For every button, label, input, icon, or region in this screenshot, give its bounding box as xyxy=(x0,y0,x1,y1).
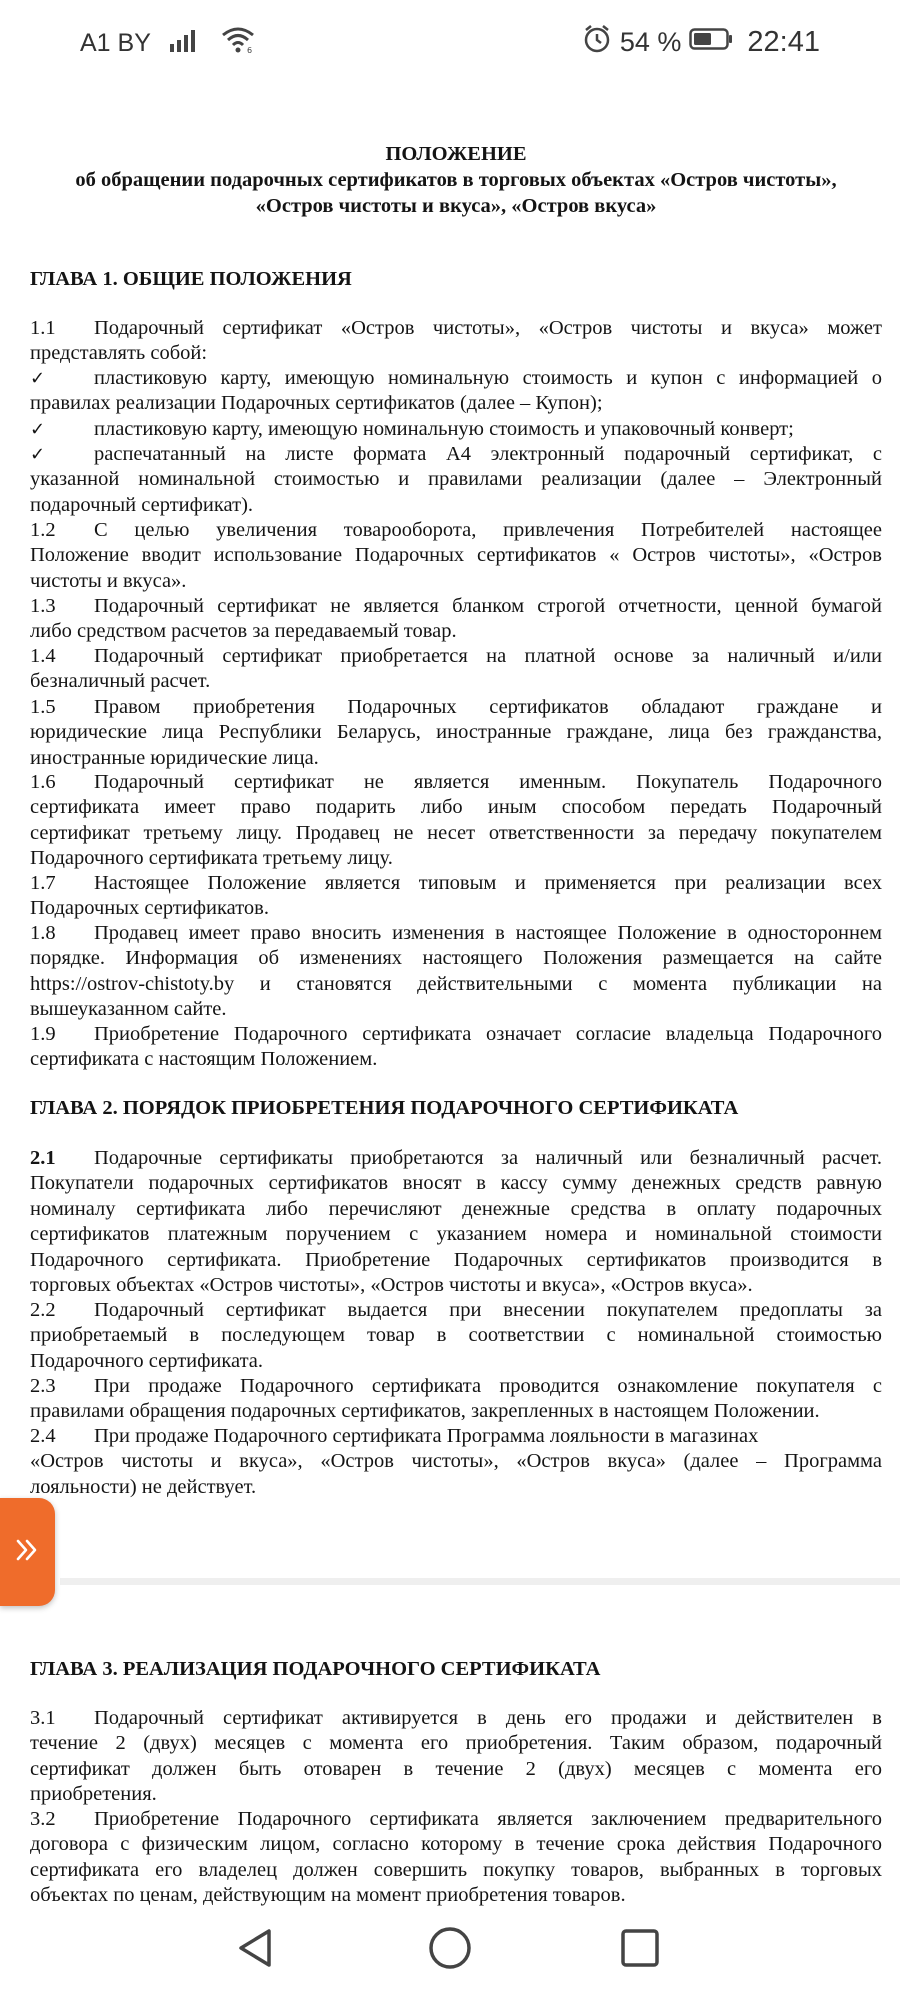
list-item-envelope xyxy=(30,417,882,442)
svg-text:6: 6 xyxy=(246,46,252,54)
navigation-bar xyxy=(0,1900,900,2000)
clause-text: Подарочных сертификатов. xyxy=(30,897,269,920)
clause-1-1 xyxy=(30,316,882,367)
clause-text: Положение вводит использование Подарочных сертификатов « Остров чистоты», «Остров xyxy=(30,544,882,567)
side-panel-toggle-button[interactable] xyxy=(0,1498,55,1606)
clock-time: 22:41 xyxy=(747,26,820,58)
back-button[interactable] xyxy=(228,1922,284,1978)
clause-text: чистоты и вкуса». xyxy=(30,569,187,592)
recents-button[interactable] xyxy=(612,1922,668,1978)
clause-text: Подарочный сертификат приобретается на платной основе за наличный и/или xyxy=(94,645,882,667)
clause-text: сертификата его владелец должен совершить покупку товаров, выбранных в торговых xyxy=(30,1858,882,1881)
clause-1-7 xyxy=(30,871,882,922)
clause-text: Подарочного сертификата. Приобретение Подарочных сертификатов производится в xyxy=(30,1248,882,1271)
clause-text: юридические лица Республики Беларусь, иностранные граждане, лица без гражданства, xyxy=(30,721,882,744)
clause-text: порядке. Информация об изменениях настоящего Положения размещается на сайте xyxy=(30,947,882,970)
clause-text: лояльности) не действует. xyxy=(30,1475,257,1498)
clause-number: 1.9 xyxy=(30,1023,56,1045)
clause-1-4 xyxy=(30,644,882,695)
clause-text: Продавец имеет право вносить изменения в настоящее Положение в одностороннем xyxy=(94,922,882,944)
battery-icon xyxy=(689,27,733,58)
clause-text: вышеуказанном сайте. xyxy=(30,998,227,1021)
clause-text: Подарочный сертификат не является бланком строгой отчетности, ценной бумагой xyxy=(94,595,882,617)
list-text: правилах реализации Подарочных сертификатов (далее – Купон); xyxy=(30,392,603,415)
clause-number: 2.2 xyxy=(30,1299,56,1321)
clause-text: приобретения. xyxy=(30,1783,157,1806)
list-text: пластиковую карту, имеющую номинальную стоимость и упаковочный конверт; xyxy=(94,418,794,440)
clause-number: 1.3 xyxy=(30,595,56,617)
clause-1-5 xyxy=(30,695,882,771)
clause-text: Правом приобретения Подарочных сертификатов обладают граждане и xyxy=(94,696,882,718)
clause-text: Покупатели подарочных сертификатов вносят в кассу сумму денежных средств равную xyxy=(30,1172,882,1195)
clause-text: Подарочный сертификат «Остров чистоты», «Остров чистоты и вкуса» может xyxy=(94,317,882,339)
carrier-label: A1 BY xyxy=(80,29,151,57)
home-button[interactable] xyxy=(422,1922,478,1978)
title-line: «Остров чистоты и вкуса», «Остров вкуса» xyxy=(255,195,657,217)
page-separator xyxy=(60,1578,900,1585)
clause-2-2 xyxy=(30,1298,882,1374)
battery-percent: 54 % xyxy=(619,27,682,57)
clause-1-9 xyxy=(30,1022,882,1073)
chapter-1-heading: ГЛАВА 1. ОБЩИЕ ПОЛОЖЕНИЯ xyxy=(30,268,352,290)
clause-1-8 xyxy=(30,921,882,1023)
clause-text: правилами обращения подарочных сертификатов, закрепленных в настоящем Положении. xyxy=(30,1400,820,1423)
clause-number: 1.2 xyxy=(30,519,56,541)
list-text: подарочный сертификат). xyxy=(30,493,254,516)
checkmark-icon: ✓ xyxy=(30,444,46,465)
clause-number: 2.4 xyxy=(30,1425,56,1447)
clause-text: При продаже Подарочного сертификата Программа лояльности в магазинах xyxy=(94,1425,759,1447)
clause-text: номиналу сертификата либо перечисляют денежные средства в оплату подарочных xyxy=(30,1197,882,1220)
clause-number: 1.4 xyxy=(30,645,56,667)
chapter-2-heading: ГЛАВА 2. ПОРЯДОК ПРИОБРЕТЕНИЯ ПОДАРОЧНОГО СЕРТИФИКАТА xyxy=(30,1097,739,1119)
clause-1-6 xyxy=(30,770,882,872)
title-line: об обращении подарочных сертификатов в торговых объектах «Остров чистоты», xyxy=(75,169,837,191)
clause-number: 3.2 xyxy=(30,1808,56,1830)
clause-text: течение 2 (двух) месяцев с момента его приобретения. Таким образом, подарочный xyxy=(30,1732,882,1755)
clause-number: 1.5 xyxy=(30,696,56,718)
clause-text: Подарочный сертификат не является именным. Покупатель Подарочного xyxy=(94,771,882,793)
clause-3-2 xyxy=(30,1807,882,1909)
clause-text: https://ostrov-chistoty.by и становятся действительными с момента публикации на xyxy=(30,972,882,995)
document-title xyxy=(30,141,882,219)
list-text: распечатанный на листе формата А4 электронный подарочный сертификат, с xyxy=(94,443,882,465)
clause-number: 1.7 xyxy=(30,872,56,894)
clause-text: При продаже Подарочного сертификата проводится ознакомление покупателя с xyxy=(94,1375,882,1397)
list-text: указанной номинальной стоимостью и правилами реализации (далее – Электронный xyxy=(30,468,882,491)
clause-text: Подарочный сертификат выдается при внесении покупателем предоплаты за xyxy=(94,1299,882,1321)
alarm-icon xyxy=(582,24,612,61)
clause-number: 2.3 xyxy=(30,1375,56,1397)
signal-icon xyxy=(169,27,203,60)
clause-text: «Остров чистоты и вкуса», «Остров чистоты», «Остров вкуса» (далее – Программа xyxy=(30,1450,882,1473)
clause-2-4 xyxy=(30,1424,882,1500)
clause-text: Подарочный сертификат активируется в день его продажи и действителен в xyxy=(94,1707,882,1729)
clause-text: либо средством расчетов за передаваемый товар. xyxy=(30,620,457,643)
list-item-electronic xyxy=(30,442,882,518)
list-text: пластиковую карту, имеющую номинальную стоимость и купон с информацией о xyxy=(94,367,882,389)
clause-number: 1.6 xyxy=(30,771,56,793)
clause-text: Приобретение Подарочного сертификата является заключением предварительного xyxy=(94,1808,882,1830)
clause-number: 3.1 xyxy=(30,1707,56,1729)
clause-2-3 xyxy=(30,1374,882,1425)
clause-text: объектах по ценам, действующим на момент приобретения товаров. xyxy=(30,1884,626,1907)
clause-text: договора с физическим лицом, согласно которому в течение срока действия Подарочного xyxy=(30,1833,882,1856)
clause-number: 1.1 xyxy=(30,317,56,339)
chapter-3-heading: ГЛАВА 3. РЕАЛИЗАЦИЯ ПОДАРОЧНОГО СЕРТИФИКАТА xyxy=(30,1658,601,1680)
title-line: ПОЛОЖЕНИЕ xyxy=(385,143,527,165)
clause-text: иностранные юридические лица. xyxy=(30,746,319,769)
back-triangle-icon xyxy=(233,1925,279,1976)
list-item-coupon xyxy=(30,366,882,417)
clause-text: С целью увеличения товарооборота, привлечения Потребителей настоящее xyxy=(94,519,882,541)
clause-text: Подарочного сертификата третьему лицу. xyxy=(30,847,393,870)
home-circle-icon xyxy=(426,1924,474,1977)
clause-2-1 xyxy=(30,1146,882,1298)
clause-text: сертификат третьему лицу. Продавец не несет ответственности за передачу покупателем xyxy=(30,821,882,844)
clause-text: безналичный расчет. xyxy=(30,670,211,693)
clause-text: сертификатов платежным поручением с указанием номера и номинальной стоимости xyxy=(30,1223,882,1246)
checkmark-icon: ✓ xyxy=(30,419,46,440)
clause-text: торговых объектах «Остров чистоты», «Остров чистоты и вкуса», «Остров вкуса». xyxy=(30,1274,753,1297)
clause-3-1 xyxy=(30,1706,882,1808)
clause-number: 2.1 xyxy=(30,1147,56,1169)
clause-text: Подарочные сертификаты приобретаются за наличный или безналичный расчет. xyxy=(94,1147,882,1169)
clause-text: Настоящее Положение является типовым и применяется при реализации всех xyxy=(94,872,882,894)
clause-text: Подарочного сертификата. xyxy=(30,1349,264,1372)
clause-1-2 xyxy=(30,518,882,594)
clause-text: сертификата с настоящим Положением. xyxy=(30,1048,378,1071)
clause-text: Приобретение Подарочного сертификата означает согласие владельца Подарочного xyxy=(94,1023,882,1045)
wifi-icon xyxy=(221,26,257,61)
clause-text: сертификата имеет право подарить либо иным способом передать Подарочный xyxy=(30,796,882,819)
clause-text: сертификат должен быть отоварен в течение 2 (двух) месяцев с момента его xyxy=(30,1757,882,1780)
status-bar xyxy=(0,0,900,88)
double-chevron-right-icon xyxy=(13,1535,43,1570)
clause-text: приобретаемый в последующем товар в соответствии с номинальной стоимостью xyxy=(30,1324,882,1347)
recents-square-icon xyxy=(617,1925,663,1976)
clause-1-3 xyxy=(30,594,882,645)
checkmark-icon: ✓ xyxy=(30,368,46,389)
clause-number: 1.8 xyxy=(30,922,56,944)
clause-text: представлять собой: xyxy=(30,342,208,365)
